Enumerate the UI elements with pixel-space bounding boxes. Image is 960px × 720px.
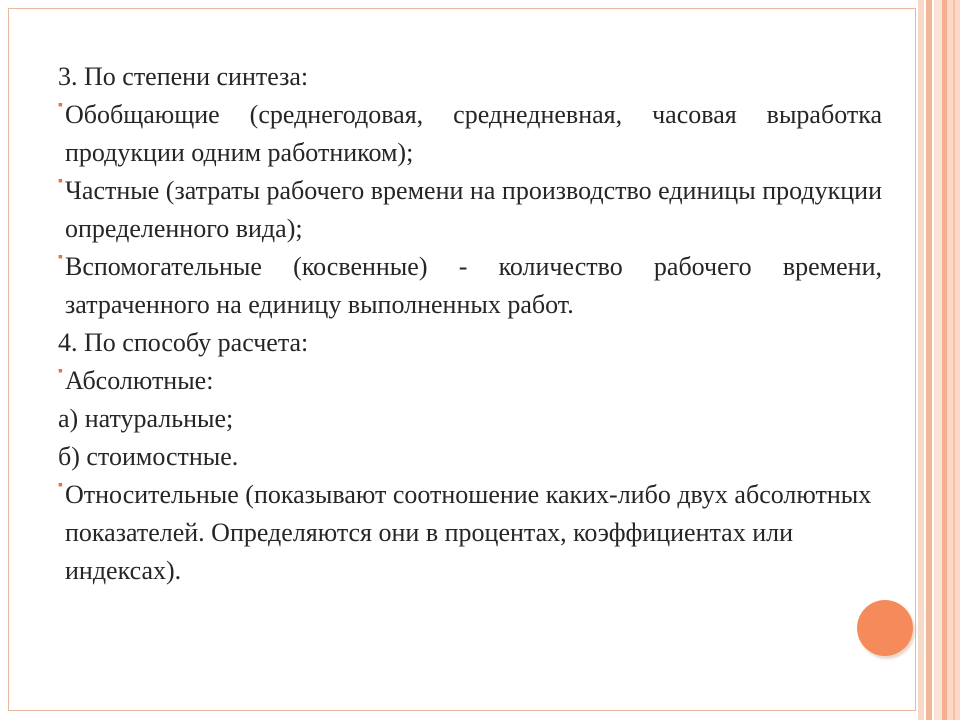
sub-item-value: б) стоимостные.: [58, 442, 239, 471]
bullet-text: Частные (затраты рабочего времени на производство единицы продукции определенного вида);: [65, 176, 882, 243]
decorative-stripe: [953, 0, 955, 720]
bullet-item-general: [58, 96, 882, 172]
decorative-circle: [857, 600, 913, 656]
bullet-text: Абсолютные:: [65, 366, 214, 395]
section-heading-synthesis: 3. По степени синтеза:: [58, 62, 309, 91]
bullet-icon: ▪: [58, 98, 63, 113]
decorative-stripe: [934, 0, 942, 720]
bullet-item-partial: [58, 172, 882, 248]
sub-item-natural: а) натуральные;: [58, 404, 234, 433]
bullet-text: Вспомогательные (косвенные) - количество рабочего времени, затраченного на единицу выполненных работ.: [65, 252, 882, 319]
bullet-icon: ▪: [58, 174, 63, 189]
slide-body: [58, 58, 882, 590]
bullet-item-relative: [58, 476, 882, 590]
bullet-icon: ▪: [58, 478, 63, 493]
decorative-stripe: [918, 0, 924, 720]
bullet-icon: ▪: [58, 250, 63, 265]
bullet-icon: ▪: [58, 364, 63, 379]
bullet-item-auxiliary: [58, 248, 882, 324]
bullet-text: Обобщающие (среднегодовая, среднедневная, часовая выработка продукции одним работником);: [65, 100, 882, 167]
bullet-text: Относительные (показывают соотношение каких-либо двух абсолютных показателей. Определяются они в процентах, коэффициентах или индексах).: [65, 480, 872, 585]
bullet-item-absolute: [58, 362, 882, 400]
section-heading-calculation: 4. По способу расчета:: [58, 328, 309, 357]
decorative-stripe: [926, 0, 932, 720]
